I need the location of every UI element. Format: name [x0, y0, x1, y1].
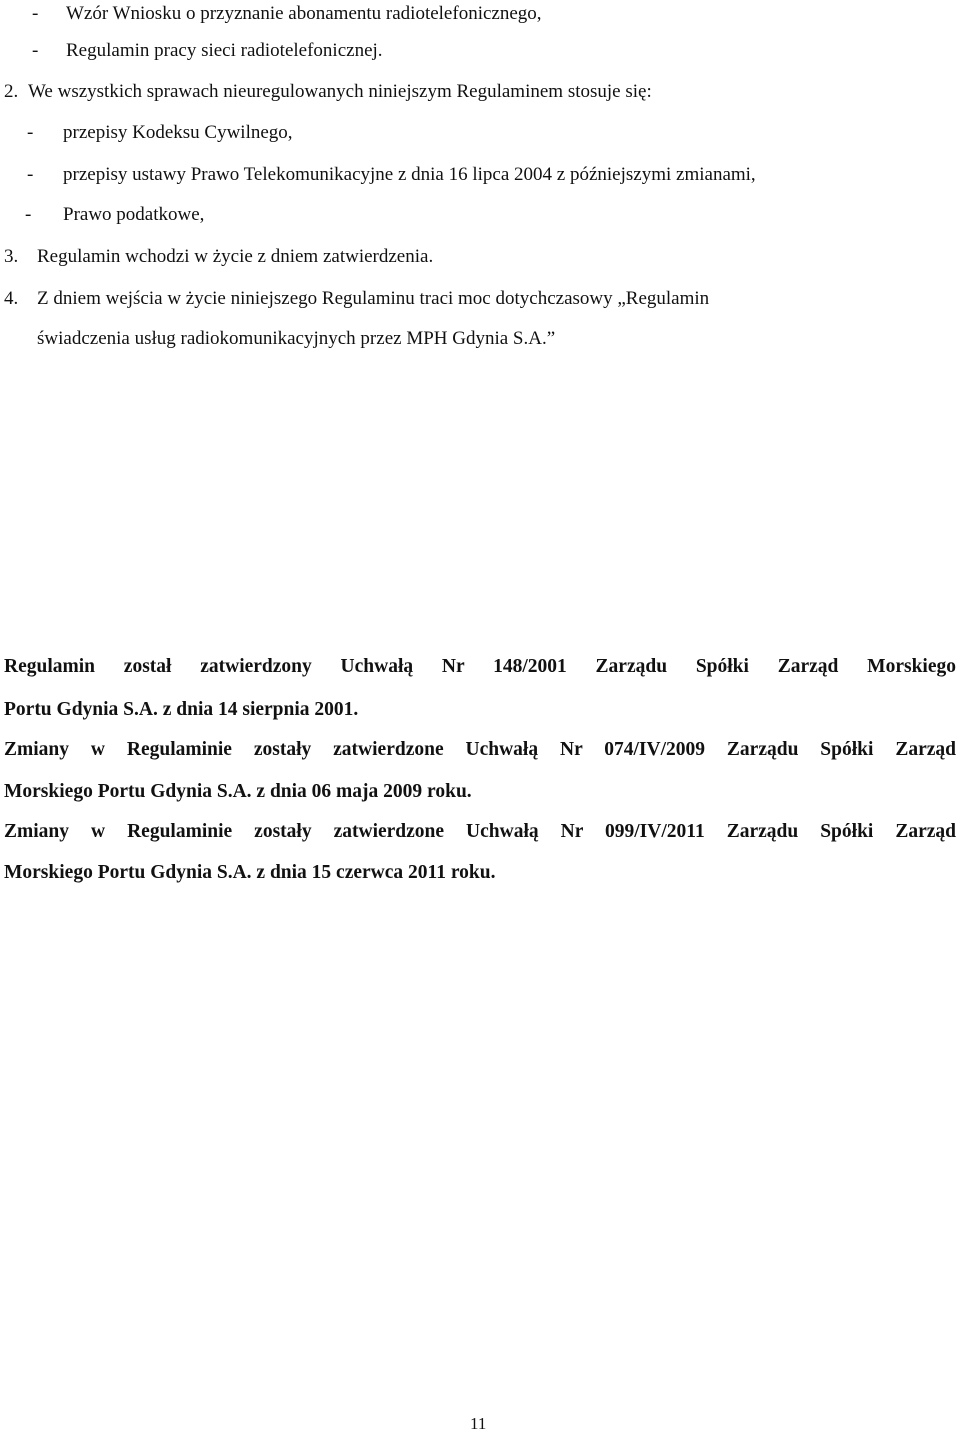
list-item-text: przepisy Kodeksu Cywilnego, [63, 122, 293, 143]
page-number: 11 [470, 1414, 487, 1433]
section-text: We wszystkich sprawach nieuregulowanych niniejszym Regulaminem stosuje się: [28, 81, 652, 102]
list-dash: - [27, 122, 34, 143]
list-dash: - [32, 3, 39, 24]
section-text: Regulamin wchodzi w życie z dniem zatwierdzenia. [37, 246, 434, 267]
list-item-text: Regulamin pracy sieci radiotelefonicznej. [66, 40, 383, 61]
section-number: 3. [4, 246, 19, 267]
approval-1-line1: Regulamin został zatwierdzony Uchwałą Nr 148/2001 Zarządu Spółki Zarząd Morskiego [4, 656, 956, 677]
list-dash: - [27, 164, 34, 185]
approval-1-line2: Portu Gdynia S.A. z dnia 14 sierpnia 2001. [4, 699, 359, 720]
section-number: 2. [4, 81, 19, 102]
approval-2-line1: Zmiany w Regulaminie zostały zatwierdzone Uchwałą Nr 074/IV/2009 Zarządu Spółki Zarząd [4, 739, 956, 760]
list-dash: - [32, 40, 39, 61]
list-item-text: Wzór Wniosku o przyznanie abonamentu radiotelefonicznego, [66, 3, 542, 24]
list-item-text: Prawo podatkowe, [63, 204, 205, 225]
approval-3-line1: Zmiany w Regulaminie zostały zatwierdzone Uchwałą Nr 099/IV/2011 Zarządu Spółki Zarząd [4, 821, 956, 842]
list-item-text: przepisy ustawy Prawo Telekomunikacyjne z dnia 16 lipca 2004 z późniejszymi zmianami, [63, 164, 756, 185]
section-number: 4. [4, 288, 19, 309]
section-text-line2: świadczenia usług radiokomunikacyjnych przez MPH Gdynia S.A.” [37, 328, 556, 349]
approval-2-line2: Morskiego Portu Gdynia S.A. z dnia 06 maja 2009 roku. [4, 781, 472, 802]
list-dash: - [25, 204, 32, 225]
section-text-line1: Z dniem wejścia w życie niniejszego Regulaminu traci moc dotychczasowy „Regulamin [37, 288, 710, 309]
approval-3-line2: Morskiego Portu Gdynia S.A. z dnia 15 czerwca 2011 roku. [4, 862, 496, 883]
